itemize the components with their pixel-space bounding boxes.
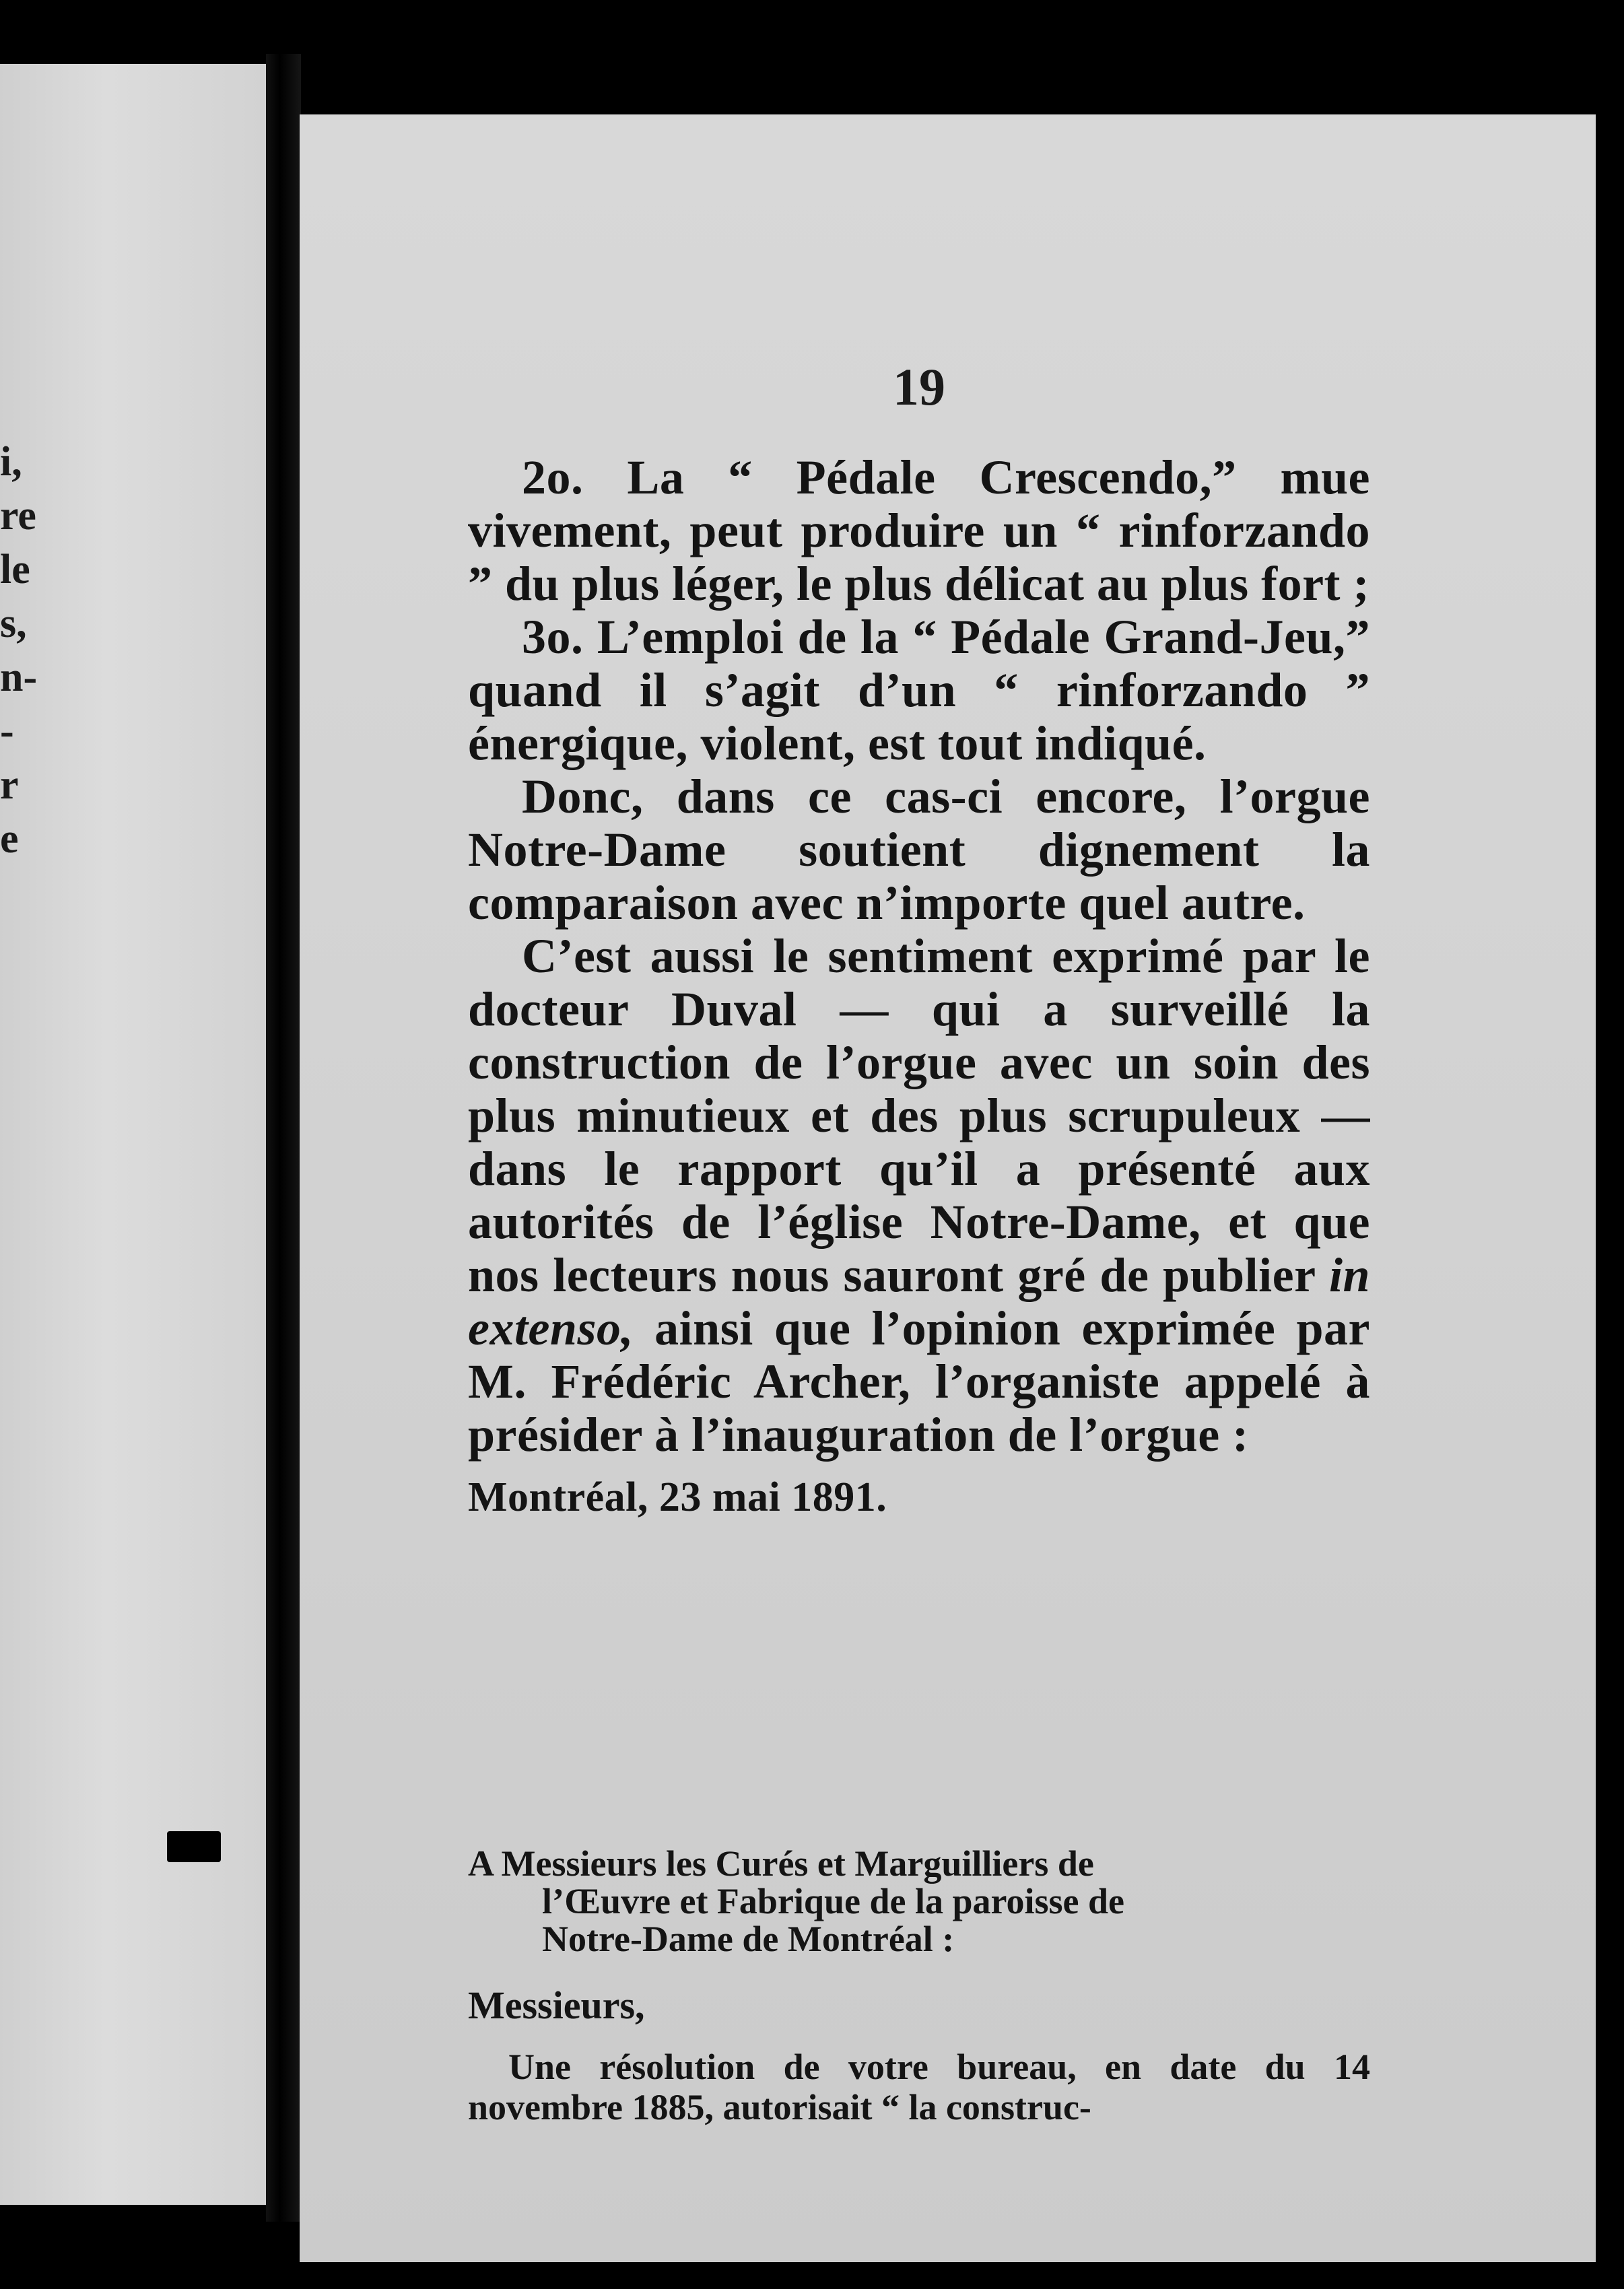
adjacent-left-page — [0, 64, 266, 2205]
paragraph-text: ainsi que l’opinion exprimée par M. Frédéric Archer, l’organiste appelé à présider à l’inauguration de l’orgue : — [468, 1301, 1370, 1462]
left-page-fragment: s, — [0, 603, 27, 644]
address-line: A Messieurs les Curés et Marguilliers de — [468, 1843, 1094, 1884]
letter — [468, 1845, 1370, 2127]
address-line: l’Œuvre et Fabrique de la paroisse de — [542, 1881, 1124, 1921]
letter-salutation: Messieurs, — [468, 1983, 645, 2027]
binding-tab — [167, 1831, 221, 1862]
left-page-fragment: - — [0, 710, 14, 752]
left-page-fragment: re — [0, 495, 36, 537]
paragraph-text: C’est aussi le sentiment exprimé par le docteur Duval — qui a surveillé la construction de l’orgue avec un soin des plus minutieux et des plus scrupuleux — dans le rapport qu’il a présenté aux autorités de l’église Notre-Dame, et que nos lecteurs nous sauront gré de publier — [468, 929, 1370, 1302]
letter-address — [468, 1845, 1370, 1958]
left-page-fragment: r — [0, 764, 19, 806]
italic-phrase: in extenso, — [468, 1248, 1370, 1355]
address-line: Notre-Dame de Montréal : — [542, 1919, 955, 1959]
dateline: Montréal, 23 mai 1891. — [468, 1474, 887, 1520]
paragraph — [468, 930, 1370, 1462]
page-number: 19 — [893, 357, 945, 416]
paragraph: 2o. La “ Pédale Crescendo,” mue vivement, peut produire un “ rinforzando ” du plus léger, le plus délicat au plus fort ; — [468, 450, 1370, 611]
left-page-fragment: e — [0, 818, 19, 860]
page-body — [468, 451, 1370, 1524]
left-page-fragment: le — [0, 549, 30, 590]
left-page-fragment: i, — [0, 441, 22, 483]
letter-body: Une résolution de votre bureau, en date du 14 novembre 1885, autorisait “ la construc- — [468, 2047, 1370, 2127]
scanned-page — [300, 114, 1596, 2262]
paragraph: Donc, dans ce cas-ci encore, l’orgue Notre-Dame soutient dignement la comparaison avec n’importe quel autre. — [468, 770, 1370, 930]
paragraph: 3o. L’emploi de la “ Pédale Grand-Jeu,” quand il s’agit d’un “ rinforzando ” énergique, violent, est tout indiqué. — [468, 610, 1370, 770]
left-page-fragment: n- — [0, 656, 38, 698]
